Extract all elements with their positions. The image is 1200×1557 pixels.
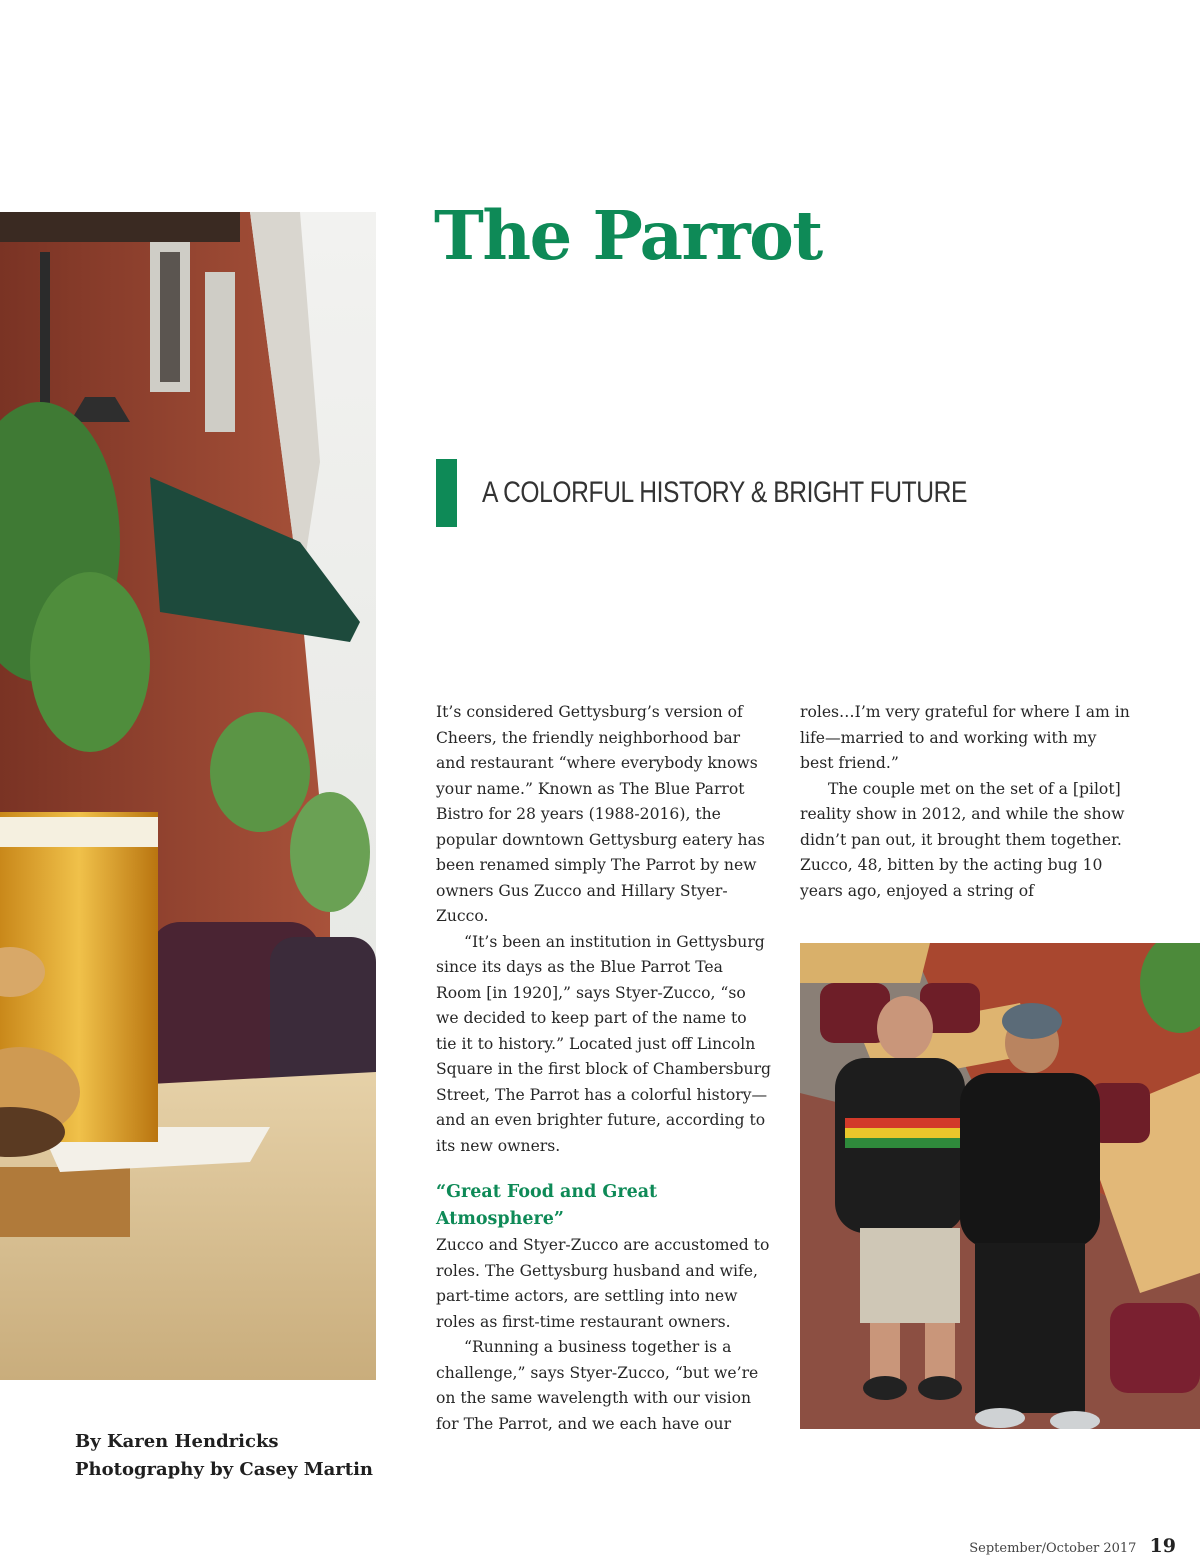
body-column-2 <box>800 700 1134 904</box>
body-paragraph: Zucco and Styer-Zucco are accustomed to roles. The Gettysburg husband and wife, part-time actors, are settling into new roles as first-time restaurant owners. <box>436 1236 770 1331</box>
byline-photographer: Photography by Casey Martin <box>75 1459 374 1480</box>
footer-issue-date: September/October 2017 <box>969 1541 1137 1556</box>
body-paragraph: The couple met on the set of a [pilot] reality show in 2012, and while the show didn’t pan out, it brought them together. Zucco, 48, bitten by the acting bug 10 years ago, enjoyed a string of <box>800 779 1125 900</box>
hero-photo <box>0 212 376 1380</box>
page-footer <box>969 1535 1176 1557</box>
subtitle-accent-bar <box>436 459 457 527</box>
section-heading: “Great Food and Great Atmosphere” <box>436 1182 658 1229</box>
byline-author: By Karen Hendricks <box>75 1431 279 1452</box>
body-paragraph: roles…I’m very grateful for where I am in life—married to and working with my best friend.” <box>800 703 1130 772</box>
page-number: 19 <box>1149 1535 1176 1557</box>
body-column-1 <box>436 700 772 1437</box>
body-paragraph: “It’s been an institution in Gettysburg since its days as the Blue Parrot Tea Room [in 1920],” says Styer-Zucco, “so we decided to keep part of the name to tie it to history.” Located just off Lincoln Square in the first block of Chambersburg Street, The Parrot has a colorful history—and an even brighter future, according to its new owners. <box>436 932 772 1155</box>
article-subtitle: A COLORFUL HISTORY & BRIGHT FUTURE <box>482 476 967 509</box>
body-paragraph: “Running a business together is a challenge,” says Styer-Zucco, “but we’re on the same wavelength with our vision for The Parrot, and we each have our <box>436 1338 759 1433</box>
owners-photo <box>800 943 1200 1429</box>
body-paragraph: It’s considered Gettysburg’s version of Cheers, the friendly neighborhood bar and restaurant “where everybody knows your name.” Known as The Blue Parrot Bistro for 28 years (1988-2016), the popular downtown Gettysburg eatery has been renamed simply The Parrot by new owners Gus Zucco and Hillary Styer-Zucco. <box>436 703 765 925</box>
byline <box>75 1428 373 1484</box>
article-title: The Parrot <box>434 196 822 275</box>
